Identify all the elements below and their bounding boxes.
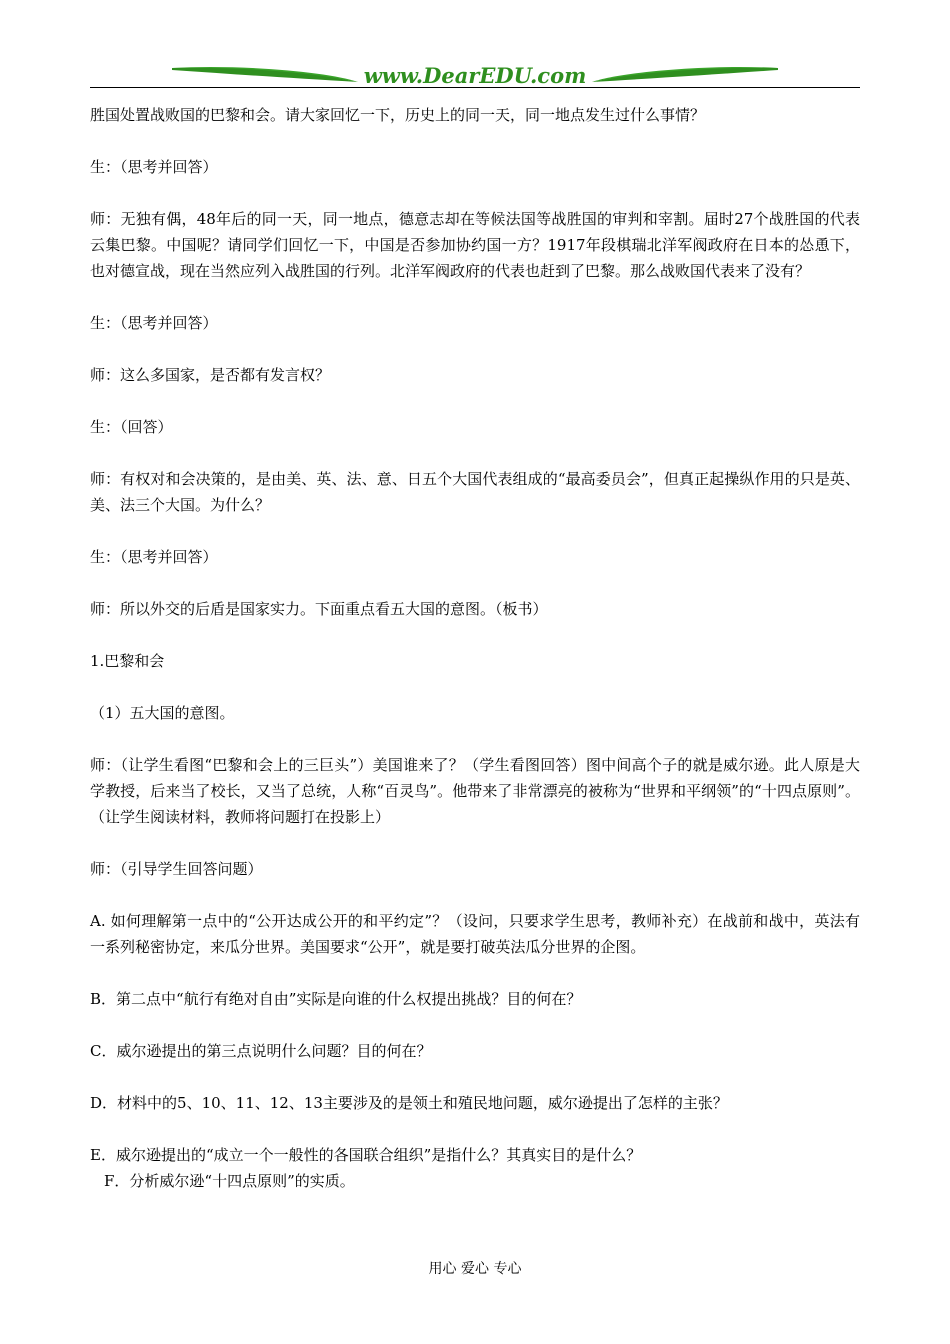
paragraph: 生：（思考并回答） [90,314,218,332]
document-body [90,102,860,1194]
header-rule [90,87,860,88]
paragraph: 生：（回答） [90,418,173,436]
paragraph: 胜国处置战败国的巴黎和会。请大家回忆一下，历史上的同一天，同一地点发生过什么事情？ [90,106,706,124]
paragraph: 师：无独有偶，48年后的同一天，同一地点，德意志却在等候法国等战胜国的审判和宰割。届时27个战胜国的代表云集巴黎。中国呢？请同学们回忆一下，中国是否参加协约国一方？1917年段棋瑞北洋军阀政府在日本的怂恿下，也对德宣战，现在当然应列入战胜国的行列。北洋军阀政府的代表也赶到了巴黎。那么战败国代表来了没有？ [90,210,860,280]
section-heading: 1.巴黎和会 [90,652,165,670]
question-f: F．分析威尔逊“十四点原则”的实质。 [104,1172,355,1190]
paragraph: 师：所以外交的后盾是国家实力。下面重点看五大国的意图。（板书） [90,600,548,618]
paragraph: 师：有权对和会决策的，是由美、英、法、意、日五个大国代表组成的“最高委员会”，但真正起操纵作用的只是英、美、法三个大国。为什么？ [90,470,860,514]
logo-banner [90,58,860,90]
site-logo-text: www.DearEDU.com [363,63,587,88]
paragraph: 生：（思考并回答） [90,548,218,566]
subsection-heading: （1）五大国的意图。 [90,704,235,722]
paragraph: 师：（引导学生回答问题） [90,860,263,878]
question-e: E．威尔逊提出的“成立一个一般性的各国联合组织”是指什么？其真实目的是什么？ [90,1146,642,1164]
question-d: D．材料中的5、10、11、12、13主要涉及的是领土和殖民地问题，威尔逊提出了怎样的主张？ [90,1094,728,1112]
paragraph: 生：（思考并回答） [90,158,218,176]
question-c: C．威尔逊提出的第三点说明什么问题？目的何在？ [90,1042,432,1060]
question-a: A. 如何理解第一点中的“公开达成公开的和平约定”？（设问，只要求学生思考，教师补充）在战前和战中，英法有一系列秘密协定，来瓜分世界。美国要求“公开”，就是要打破英法瓜分世界的企图。 [90,912,860,956]
site-header [90,58,860,90]
page-footer: 用心 爱心 专心 [428,1261,522,1277]
question-b: B．第二点中“航行有绝对自由”实际是向谁的什么权提出挑战？目的何在？ [90,990,582,1008]
paragraph: 师：（让学生看图“巴黎和会上的三巨头”）美国谁来了？（学生看图回答）图中间高个子的就是威尔逊。此人原是大学教授，后来当了校长，又当了总统，人称“百灵鸟”。他带来了非常漂亮的被称为“世界和平纲领”的“十四点原则”。（让学生阅读材料，教师将问题打在投影上） [90,756,860,826]
paragraph: 师：这么多国家，是否都有发言权？ [90,366,331,384]
